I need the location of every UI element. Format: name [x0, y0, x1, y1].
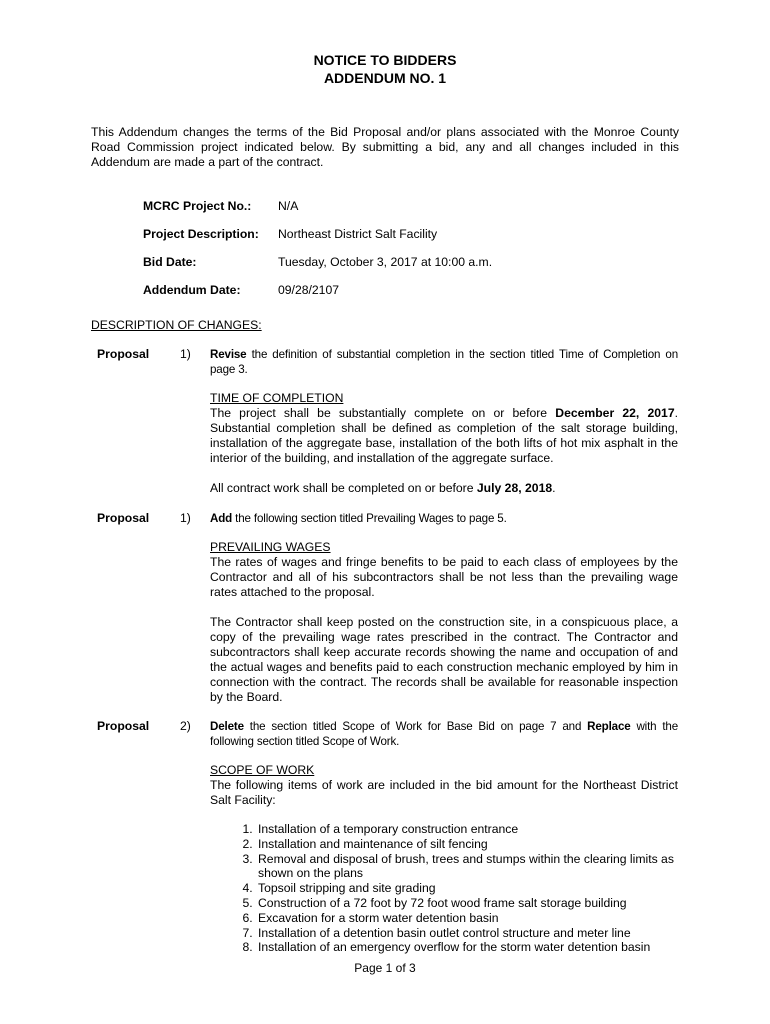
- info-value: Tuesday, October 3, 2017 at 10:00 a.m.: [278, 255, 493, 269]
- section-paragraph: The project shall be substantially complete on or before December 22, 2017. Substantial completion shall be defined as completion of the salt storage building, installation of the aggregate base, installation of the both lifts of hot mix asphalt in the interior of the building, and installation of the aggregate surface.: [210, 406, 679, 465]
- item-number: 2): [180, 719, 191, 733]
- item-text: Revise the definition of substantial completion in the section titled Time of Completion on page 3.: [210, 348, 678, 376]
- list-item: 6. Excavation for a storm water detention basin: [256, 911, 702, 926]
- info-value: Northeast District Salt Facility: [278, 227, 438, 241]
- section-paragraph: The Contractor shall keep posted on the construction site, in a conspicuous place, a copy of the prevailing wage rates prescribed in the contract. The Contractor and subcontractors shall keep accurate records showing the name and occupation of and the actual wages and benefits paid to each construction mechanic employed by him in connection with the contract. The records shall be available for reasonable inspection by the Board.: [210, 615, 678, 704]
- list-item: 2. Installation and maintenance of silt fencing: [256, 837, 702, 852]
- scope-list: [234, 822, 702, 955]
- item-type: Proposal: [97, 347, 150, 361]
- prevailing-wages-section: [210, 540, 678, 705]
- list-item: 5. Construction of a 72 foot by 72 foot wood frame salt storage building: [256, 896, 702, 911]
- info-label: Addendum Date:: [143, 283, 241, 297]
- item-type: Proposal: [97, 511, 150, 525]
- info-value: N/A: [278, 199, 299, 213]
- time-of-completion-section: [210, 391, 678, 496]
- scope-of-work-section: [210, 763, 678, 808]
- info-value: 09/28/2107: [278, 283, 339, 297]
- page-number: Page 1 of 3: [354, 961, 416, 975]
- item-type: Proposal: [97, 719, 150, 733]
- item-text: Add the following section titled Prevailing Wages to page 5.: [210, 512, 507, 525]
- info-label: MCRC Project No.:: [143, 199, 252, 213]
- section-heading: SCOPE OF WORK: [210, 763, 315, 777]
- section-paragraph: The following items of work are included in the bid amount for the Northeast District Salt Facility:: [210, 778, 678, 807]
- list-item: 3. Removal and disposal of brush, trees and stumps within the clearing limits as shown on the plans: [256, 852, 702, 882]
- list-item: 7. Installation of a detention basin outlet control structure and meter line: [256, 926, 702, 941]
- section-heading: PREVAILING WAGES: [210, 540, 331, 554]
- document-subtitle: ADDENDUM NO. 1: [323, 70, 447, 86]
- item-number: 1): [180, 511, 191, 525]
- section-paragraph: The rates of wages and fringe benefits to be paid to each class of employees by the Contractor and all of his subcontractors shall be not less than the prevailing wage rates attached to the proposal.: [210, 555, 678, 599]
- info-label: Project Description:: [143, 227, 259, 241]
- description-heading: DESCRIPTION OF CHANGES:: [91, 318, 262, 332]
- section-paragraph: All contract work shall be completed on or before July 28, 2018.: [210, 481, 556, 495]
- list-item: 4. Topsoil stripping and site grading: [256, 881, 702, 896]
- item-text: Delete the section titled Scope of Work for Base Bid on page 7 and Replace with the following section titled Scope of Work.: [210, 720, 679, 748]
- list-item: 8. Installation of an emergency overflow for the storm water detention basin: [256, 940, 702, 955]
- info-label: Bid Date:: [143, 255, 197, 269]
- item-number: 1): [180, 347, 191, 361]
- intro-paragraph: This Addendum changes the terms of the Bid Proposal and/or plans associated with the Monroe County Road Commission project indicated below. By submitting a bid, any and all changes included in this Addendum are made a part of the contract.: [91, 125, 679, 169]
- section-heading: TIME OF COMPLETION: [210, 391, 344, 405]
- document-title: NOTICE TO BIDDERS: [313, 52, 457, 68]
- list-item: 1. Installation of a temporary construction entrance: [256, 822, 702, 837]
